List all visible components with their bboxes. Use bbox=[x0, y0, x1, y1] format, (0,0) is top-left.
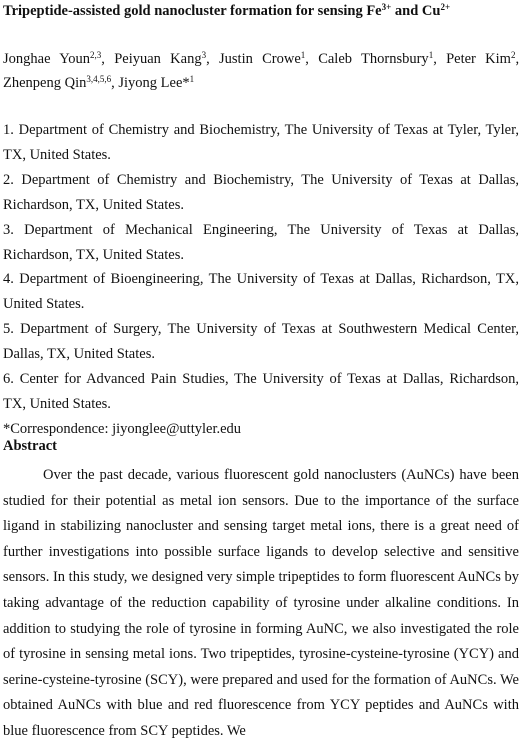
author-list bbox=[3, 47, 519, 95]
affiliation-item: 4. Department of Bioengineering, The University of Texas at Dallas, Richardson, TX, United States. bbox=[3, 271, 519, 313]
affiliation-item: 1. Department of Chemistry and Biochemistry, The University of Texas at Tyler, Tyler, TX, United States. bbox=[3, 122, 519, 163]
author: Jiyong Lee*$^1$ bbox=[118, 74, 195, 91]
paper-title bbox=[3, 3, 450, 20]
affiliation-item: 2. Department of Chemistry and Biochemistry, The University of Texas at Dallas, Richardson, TX, United States. bbox=[3, 171, 519, 213]
title-text: Tripeptide-assisted gold nanocluster formation for sensing Fe bbox=[3, 3, 382, 19]
abstract-body: Over the past decade, various fluorescent gold nanoclusters (AuNCs) have been studied for their potential as metal ion sensors. Due to the importance of the surface ligand in stabilizing nanocluster and sensing target metal ions, there is a great need of further investigations into possible surface ligands to develop selective and sensitive sensors. In this study, we designed very simple tripeptides to form fluorescent AuNCs by taking advantage of the reduction capability of tyrosine under alkaline conditions. In addition to studying the role of tyrosine in forming AuNC, we also investigated the role of tyrosine in sensing metal ions. Two tripeptides, tyrosine-cysteine-tyrosine (YCY) and serine-cysteine-tyrosine (SCY), were prepared and used for the formation of AuNCs. We obtained AuNCs with blue and red fluorescence from YCY peptides and AuNCs with blue fluorescence from SCY peptides. We bbox=[3, 467, 519, 739]
title-cu-charge: 2+ bbox=[440, 2, 451, 12]
affiliation-item: 6. Center for Advanced Pain Studies, The University of Texas at Dallas, Richardson, TX, United States. bbox=[3, 371, 519, 412]
correspondence-line: *Correspondence: jiyonglee@uttyler.edu bbox=[3, 420, 242, 437]
title-text-cu: and Cu bbox=[391, 3, 441, 19]
author: Peter Kim$^2$, bbox=[446, 50, 520, 67]
author: Jonghae Youn$^{2,3}$, bbox=[3, 50, 115, 67]
author: Justin Crowe$^1$, bbox=[219, 50, 319, 67]
author: Zhenpeng Qin$^{3,4,5,6}$, bbox=[3, 74, 119, 91]
title-fe-charge: 3+ bbox=[381, 2, 392, 12]
author: Caleb Thornsbury$^1$, bbox=[318, 50, 447, 67]
abstract-heading: Abstract bbox=[3, 438, 57, 454]
affiliation-item: 3. Department of Mechanical Engineering, The University of Texas at Dallas, Richardson, TX, United States. bbox=[3, 221, 519, 263]
author: Peiyuan Kang$^3$, bbox=[114, 50, 219, 67]
affiliation-list bbox=[3, 118, 519, 442]
affiliation-item: 5. Department of Surgery, The University of Texas at Southwestern Medical Center, Dallas, TX, United States. bbox=[3, 321, 519, 363]
